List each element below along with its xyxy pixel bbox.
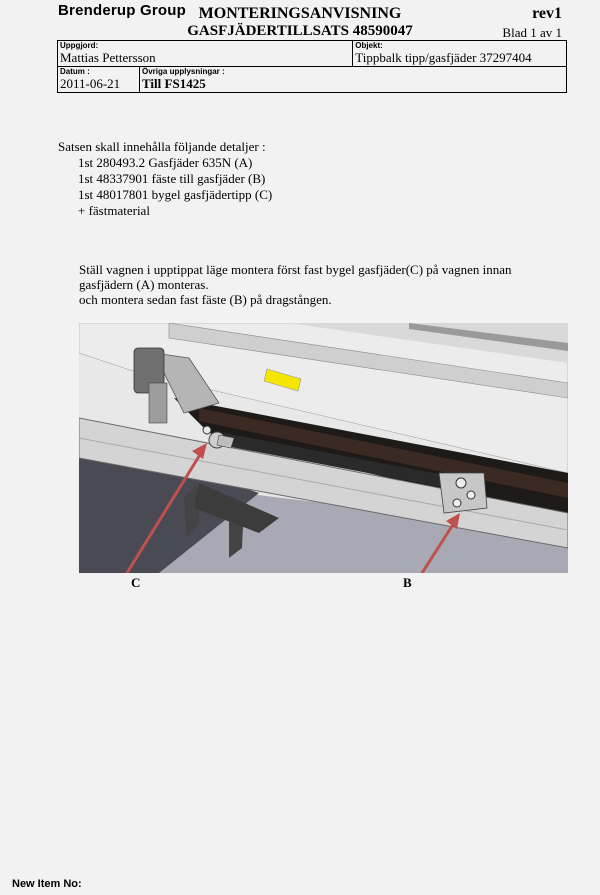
- assembly-drawing: [79, 323, 568, 573]
- revision: rev1: [532, 5, 562, 22]
- info-table: [57, 40, 567, 93]
- parts-item: 1st 48017801 bygel gasfjädertipp (C): [78, 187, 273, 202]
- label-b: B: [403, 575, 412, 590]
- parts-item: 1st 280493.2 Gasfjäder 635N (A): [78, 155, 253, 170]
- parts-item: + fästmaterial: [78, 203, 150, 218]
- instruction-line: och montera sedan fast fäste (B) på dragstången.: [79, 292, 332, 307]
- instructions: [79, 262, 549, 307]
- author-cell: [58, 41, 353, 67]
- other-cell: [140, 67, 567, 93]
- author-value: Mattias Pettersson: [60, 50, 156, 65]
- object-cell: [353, 41, 567, 67]
- date-value: 2011-06-21: [60, 76, 121, 91]
- instruction-line: Ställ vagnen i upptippat läge montera först fast bygel gasfjäder(C) på vagnen innan gasfjädern (A) monteras.: [79, 262, 512, 292]
- date-label: Datum :: [60, 67, 90, 76]
- parts-list: [58, 139, 272, 219]
- company-logo: Brenderup Group: [58, 2, 187, 19]
- date-cell: [58, 67, 140, 93]
- assembly-illustration: [79, 323, 568, 573]
- new-item-label: New Item No:: [12, 878, 82, 890]
- object-value: Tippbalk tipp/gasfjäder 37297404: [355, 50, 532, 65]
- other-label: Övriga upplysningar :: [142, 67, 225, 76]
- sheet-number: Blad 1 av 1: [502, 25, 562, 40]
- label-c: C: [131, 575, 141, 590]
- other-value: Till FS1425: [142, 76, 206, 91]
- document-subtitle: GASFJÄDERTILLSATS 48590047: [187, 23, 413, 39]
- parts-intro: Satsen skall innehålla följande detaljer :: [58, 139, 266, 154]
- document-title: MONTERINGSANVISNING: [198, 5, 402, 22]
- object-label: Objekt:: [355, 41, 383, 50]
- author-label: Uppgjord:: [60, 41, 99, 50]
- parts-item: 1st 48337901 fäste till gasfjäder (B): [78, 171, 266, 186]
